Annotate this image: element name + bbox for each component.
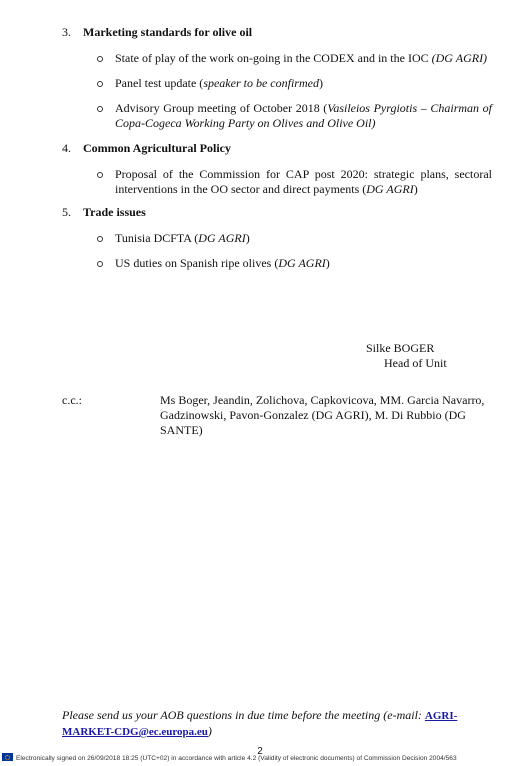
list-item: Proposal of the Commission for CAP post 2020: strategic plans, sectoral interventions in the OO sector and direct payments (DG AGRI) <box>97 167 492 197</box>
eu-flag-icon <box>2 753 13 761</box>
esignature-strip <box>0 752 520 766</box>
bullet-icon <box>97 261 103 267</box>
section-title: Marketing standards for olive oil <box>83 25 253 39</box>
section-number: 4. <box>62 141 71 155</box>
bullet-icon <box>97 81 103 87</box>
signatory-role: Head of Unit <box>384 356 447 370</box>
section-number: 5. <box>62 205 71 219</box>
bullet-icon <box>97 172 103 178</box>
list-item: Advisory Group meeting of October 2018 (Vasileios Pyrgiotis – Chairman of Copa-Cogeca Working Party on Olives and Olive Oil) <box>97 101 492 131</box>
aob-note: Please send us your AOB questions in due time before the meeting (e-mail: AGRI-MARKET-CDG@ec.europa.eu) <box>62 708 458 738</box>
email-link[interactable]: AGRI-MARKET-CDG@ec.europa.eu <box>62 710 458 738</box>
section-5-heading <box>62 205 146 220</box>
cc-label: c.c.: <box>62 393 82 407</box>
signatory-name: Silke BOGER <box>366 341 435 355</box>
list-item: US duties on Spanish ripe olives (DG AGRI) <box>97 256 492 271</box>
bullet-icon <box>97 56 103 62</box>
bullet-icon <box>97 236 103 242</box>
cc-recipients: Ms Boger, Jeandin, Zolichova, Capkovicova, MM. Garcia Navarro, Gadzinowski, Pavon-Gonzalez (DG AGRI), M. Di Rubbio (DG SANTE) <box>160 393 485 437</box>
list-item: State of play of the work on-going in the CODEX and in the IOC (DG AGRI) <box>97 51 492 66</box>
esignature-text: Electronically signed on 26/09/2018 18:25 (UTC+02) in accordance with article 4.2 (Validity of electronic documents) of Commission Decision 2004/563 <box>16 755 457 762</box>
list-item: Panel test update (speaker to be confirmed) <box>97 76 492 91</box>
bullet-icon <box>97 106 103 112</box>
list-item: Tunisia DCFTA (DG AGRI) <box>97 231 492 246</box>
signature-block <box>366 341 486 371</box>
section-3-heading <box>62 25 252 40</box>
section-4-heading <box>62 141 231 156</box>
section-title: Common Agricultural Policy <box>83 141 231 155</box>
page-number: 2 <box>257 746 263 757</box>
section-title: Trade issues <box>83 205 146 219</box>
section-number: 3. <box>62 25 71 39</box>
